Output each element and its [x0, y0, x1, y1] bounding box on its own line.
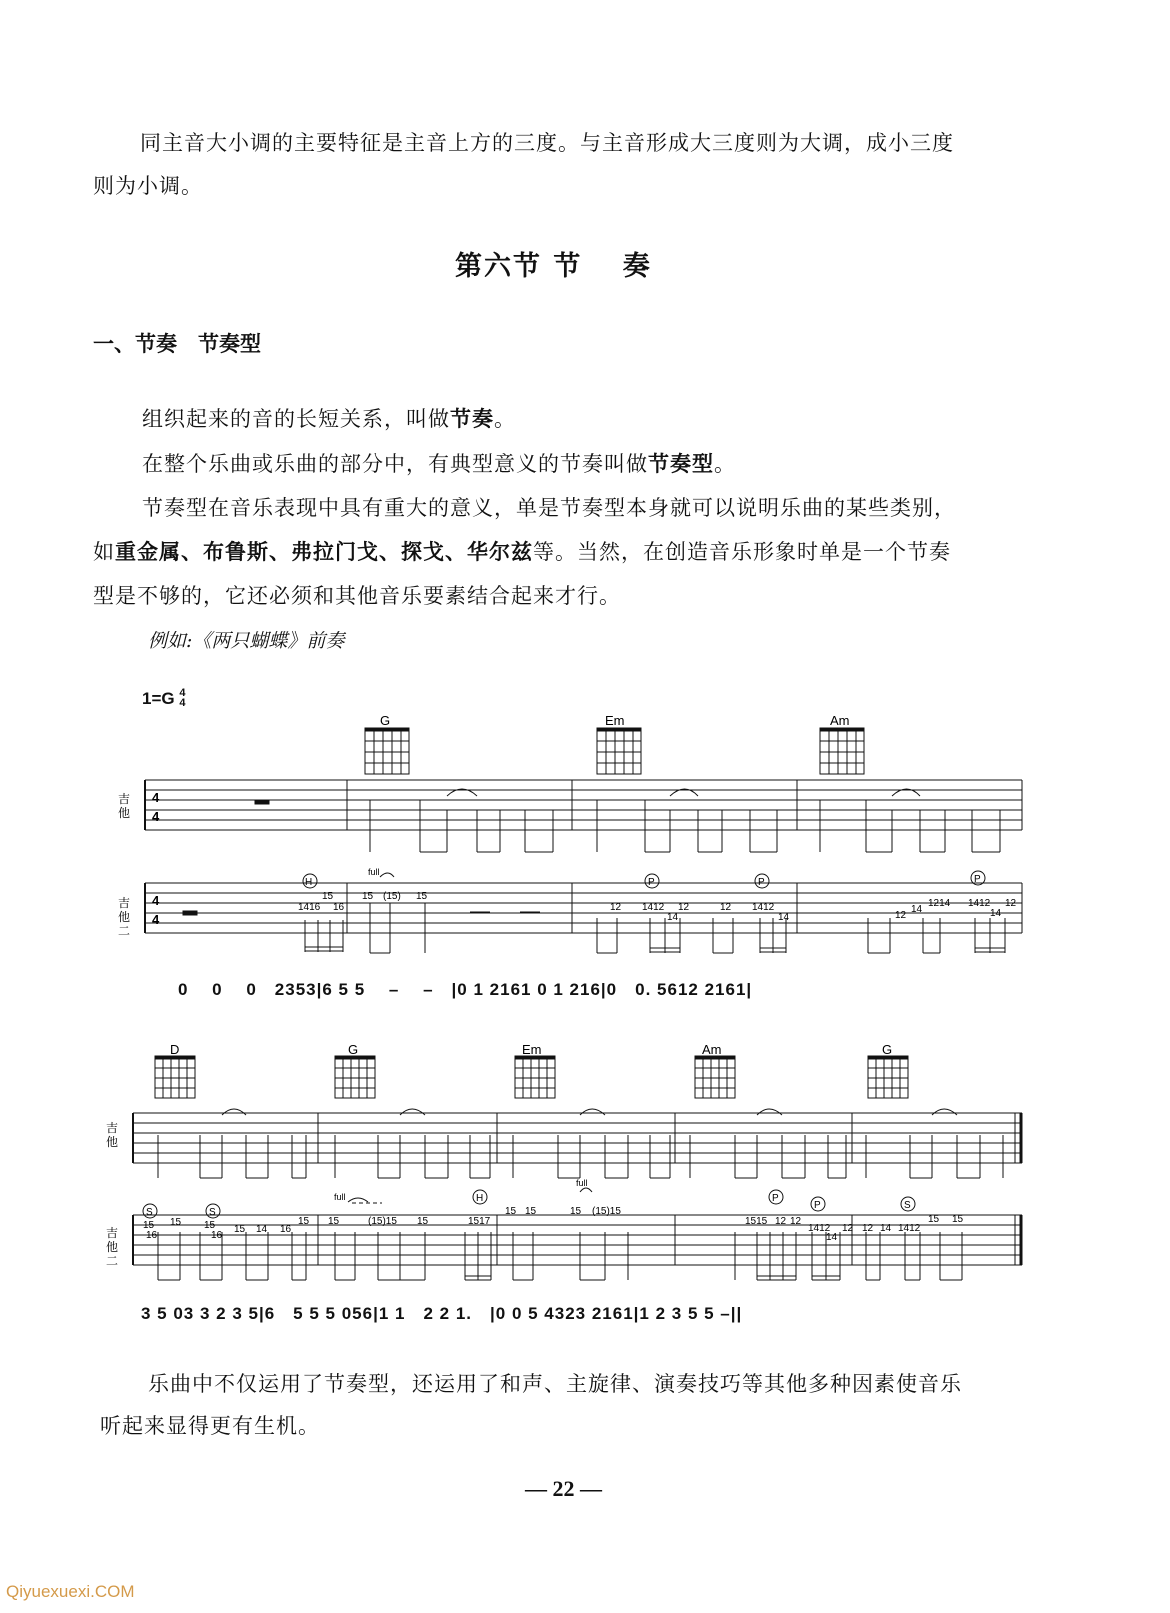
tab-number: 1517 [468, 1216, 491, 1227]
hammer-mark: H [305, 877, 313, 888]
tab-number: 1412 [898, 1223, 921, 1234]
hammer-mark: H [476, 1193, 484, 1204]
tab-number: 14 [778, 912, 790, 923]
p1-term: 节奏 [450, 407, 494, 431]
tab-number: 15 [204, 1220, 216, 1231]
time-sig: 4 [152, 912, 160, 927]
tab-number: 15 [170, 1217, 182, 1228]
chord-diagram-g [365, 728, 409, 774]
tab-number: 12 [720, 902, 732, 913]
tab-number: 15 [570, 1206, 582, 1217]
chord-diagram-em [515, 1056, 555, 1098]
paragraph-3-line-1: 节奏型在音乐表现中具有重大的意义，单是节奏型本身就可以说明乐曲的某些类别， [142, 496, 956, 520]
tab-number: 12 [895, 910, 907, 921]
p3-text-a: 如 [93, 540, 115, 564]
tab-number: 14 [667, 912, 679, 923]
chord-diagram-g [335, 1056, 375, 1098]
tab-number: 15 [298, 1216, 310, 1227]
intro-line-2: 则为小调。 [93, 174, 203, 198]
section-title: 第六节 节 奏 [455, 251, 652, 282]
intro-line-1: 同主音大小调的主要特征是主音上方的三度。与主音形成大三度则为大调，成小三度 [140, 131, 954, 155]
tab-number: 1412 [968, 898, 991, 909]
watermark: Qiyuexuexi.COM [6, 1582, 135, 1601]
example-label: 例如:《两只蝴蝶》前奏 [148, 630, 345, 652]
p2-text: 在整个乐曲或乐曲的部分中，有典型意义的节奏叫做 [142, 452, 648, 476]
chord-diagram-g2 [868, 1056, 908, 1098]
tab-number: 12 [678, 902, 690, 913]
tab-number: (15) [383, 891, 401, 902]
tab-number: 16 [211, 1230, 223, 1241]
p3-genres: 重金属、布鲁斯、弗拉门戈、探戈、华尔兹 [115, 540, 533, 564]
pull-mark: P [772, 1193, 779, 1204]
chord-diagram-em [597, 728, 641, 774]
p2-term: 节奏型 [648, 452, 714, 476]
tab-number: 14 [990, 908, 1002, 919]
tab-number: 15 [234, 1224, 246, 1235]
tab-number: 1412 [808, 1223, 831, 1234]
staff-label-1: 吉 [106, 1121, 119, 1135]
chord-name: Em [605, 713, 625, 728]
time-top: 4 [179, 687, 186, 699]
tab-number: 15 [525, 1206, 537, 1217]
page-number: — 22 — [525, 1476, 602, 1501]
tab-number: 15 [416, 891, 428, 902]
staff-label-2: 吉 [106, 1226, 119, 1240]
tab-number: 12 [610, 902, 622, 913]
tab-number: 12 [775, 1216, 787, 1227]
chord-name: Am [830, 713, 850, 728]
score-system-2 [0, 1040, 1170, 1310]
closing-line-1: 乐曲中不仅运用了节奏型，还运用了和声、主旋律、演奏技巧等其他多种因素使音乐 [148, 1372, 962, 1396]
jianpu-line-1: 0 0 0 2353|6 5 5 – – |0 1 2161 0 1 216|0 0. 5612 2161| [178, 980, 753, 999]
time-sig: 4 [152, 790, 160, 805]
paragraph-2 [142, 452, 736, 476]
tab-number: 12 [1005, 898, 1017, 909]
subsection-title: 一、节奏 节奏型 [93, 332, 261, 356]
p2-end: 。 [714, 452, 736, 476]
key-text: 1=G [142, 689, 175, 708]
chord-diagram-am [695, 1056, 735, 1098]
pull-mark: P [758, 877, 765, 888]
staff-label-2c: 二 [118, 924, 131, 938]
tab-number: 1515 [745, 1216, 768, 1227]
chord-name: Am [702, 1042, 722, 1057]
bend-full: full [576, 1178, 588, 1188]
p1-end: 。 [494, 407, 516, 431]
staff-label-1b: 他 [118, 806, 131, 820]
tab-number: 15 [417, 1216, 429, 1227]
staff-label-2b: 他 [118, 910, 131, 924]
time-sig: 4 [152, 809, 160, 824]
staff-label-2c: 二 [106, 1254, 119, 1268]
jianpu-line-2: 3 5 03 3 2 3 5|6 5 5 5 056|1 1 2 2 1. |0 0 5 4323 2161|1 2 3 5 5 –|| [141, 1304, 743, 1323]
tab-number: 15 [322, 891, 334, 902]
staff-guitar-1 [145, 780, 1022, 852]
p1-text: 组织起来的音的长短关系，叫做 [142, 407, 450, 431]
tab-number: 12 [842, 1223, 854, 1234]
p3-text-b: 等。当然，在创造音乐形象时单是一个节奏 [533, 540, 951, 564]
chord-name: G [380, 713, 391, 728]
tab-number: 15 [928, 1214, 940, 1225]
tab-number: 16 [146, 1230, 158, 1241]
tab-number: 14 [880, 1223, 892, 1234]
tab-number: (15)15 [368, 1216, 397, 1227]
staff-guitar-2 [145, 871, 1022, 953]
tab-number: 15 [952, 1214, 964, 1225]
chord-diagram-am [820, 728, 864, 774]
pull-mark: P [648, 877, 655, 888]
bend-full: full [334, 1192, 346, 1202]
staff-label-1b: 他 [106, 1135, 119, 1149]
tab-number: 15 [143, 1220, 155, 1231]
tab-number: 15 [328, 1216, 340, 1227]
tab-number: 12 [862, 1223, 874, 1234]
tab-number: 15 [362, 891, 374, 902]
tab-number: (15)15 [592, 1206, 621, 1217]
tab-number: 1214 [928, 898, 951, 909]
paragraph-3-line-2 [93, 540, 951, 564]
tab-number: 16 [333, 902, 345, 913]
slide-mark: S [146, 1207, 153, 1218]
chord-diagram-d [155, 1056, 195, 1098]
staff-guitar-1 [133, 1109, 1022, 1178]
slide-mark: S [209, 1207, 216, 1218]
bend-full: full [368, 867, 380, 877]
time-sig: 4 [152, 893, 160, 908]
tab-number: 14 [826, 1232, 838, 1243]
paragraph-1 [142, 407, 516, 431]
closing-line-2: 听起来显得更有生机。 [100, 1414, 320, 1438]
chord-name: G [348, 1042, 359, 1057]
staff-label-2b: 他 [106, 1240, 119, 1254]
tab-number: 1412 [752, 902, 775, 913]
chord-name: Em [522, 1042, 542, 1057]
tab-number: 14 [911, 904, 923, 915]
tab-number: 16 [280, 1224, 292, 1235]
chord-name: G [882, 1042, 893, 1057]
slide-mark: S [904, 1200, 911, 1211]
tab-number: 14 [256, 1224, 268, 1235]
tab-number: 1412 [642, 902, 665, 913]
time-bottom: 4 [179, 697, 186, 709]
chord-name: D [170, 1042, 180, 1057]
staff-label-2: 吉 [118, 896, 131, 910]
tab-number: 15 [505, 1206, 517, 1217]
staff-label-1: 吉 [118, 792, 131, 806]
pull-mark: P [814, 1200, 821, 1211]
pull-mark: P [974, 874, 981, 885]
paragraph-3-line-3: 型是不够的，它还必须和其他音乐要素结合起来才行。 [93, 584, 621, 608]
tab-number: 1416 [298, 902, 321, 913]
tab-number: 12 [790, 1216, 802, 1227]
